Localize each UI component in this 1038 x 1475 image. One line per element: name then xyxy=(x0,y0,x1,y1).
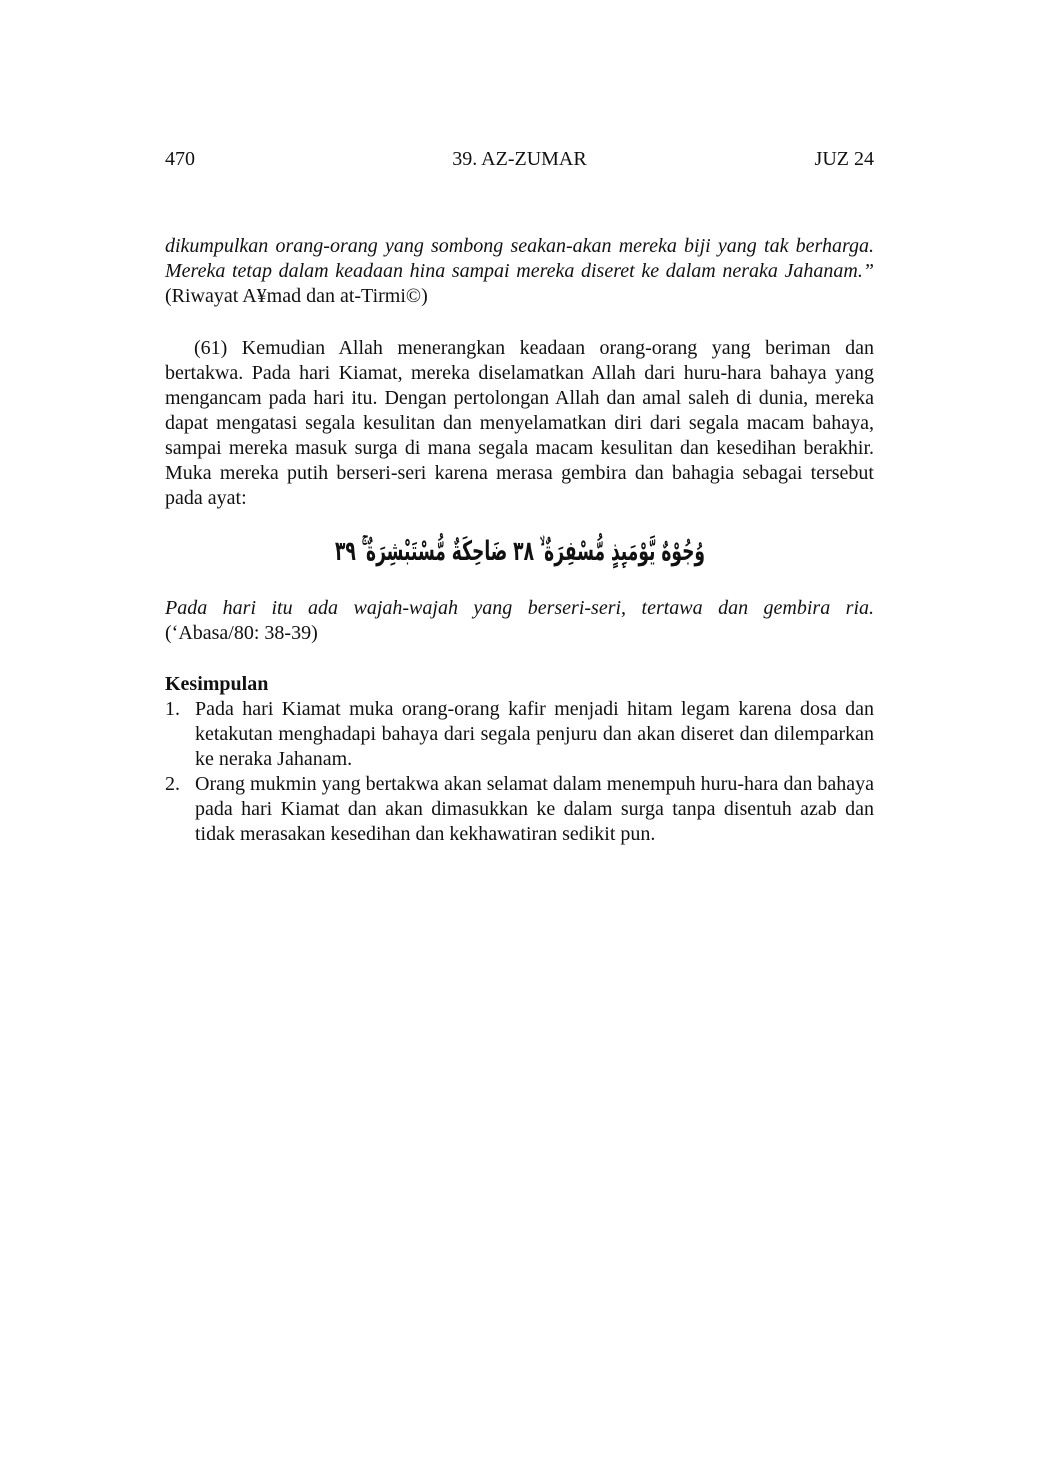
arabic-verse xyxy=(165,520,874,582)
translation-text: Pada hari itu ada wajah-wajah yang berseri-seri, tertawa dan gembira ria. xyxy=(165,597,874,619)
page-header xyxy=(165,146,874,172)
list-item-text: Pada hari Kiamat muka orang-orang kafir menjadi hitam legam karena dosa dan ketakutan menghadapi bahaya dari segala penjuru dan akan diseret dan dilemparkan ke neraka Jahanam. xyxy=(195,698,874,770)
list-item-number: 2. xyxy=(165,773,180,795)
hadith-quote xyxy=(165,234,874,309)
hadith-source: (Riwayat A¥mad dan at-Tirmi©) xyxy=(165,285,428,307)
list-item xyxy=(165,772,874,847)
paragraph-61: (61) Kemudian Allah menerangkan keadaan orang-orang yang beriman dan bertakwa. Pada hari Kiamat, mereka diselamatkan Allah dari huru-hara bahaya yang mengancam pada hari itu. Dengan pertolongan Allah dan amal saleh di dunia, mereka dapat mengatasi segala kesulitan dan menyelamatkan diri dari segala macam bahaya, sampai mereka masuk surga di mana segala macam kesulitan dan kesedihan berakhir. Muka mereka putih berseri-seri karena merasa gembira dan bahagia sebagai tersebut pada ayat: xyxy=(165,337,874,509)
list-item-text: Orang mukmin yang bertakwa akan selamat dalam menempuh huru-hara dan bahaya pada hari Kiamat dan akan dimasukkan ke dalam surga tanpa disentuh azab dan tidak merasakan kesedihan dan kekhawatiran sedikit pun. xyxy=(195,773,874,845)
translation-source: (‘Abasa/80: 38-39) xyxy=(165,622,318,644)
arabic-verse-svg xyxy=(330,520,805,580)
hadith-quote-text: dikumpulkan orang-orang yang sombong seakan-akan mereka biji yang tak berharga. Mereka tetap dalam keadaan hina sampai mereka diseret ke dalam neraka Jahanam.” xyxy=(165,235,874,282)
list-item-number: 1. xyxy=(165,698,180,720)
page-number: 470 xyxy=(165,148,195,170)
translation xyxy=(165,596,874,621)
conclusion-heading: Kesimpulan xyxy=(165,673,269,695)
conclusion-list xyxy=(165,697,874,847)
arabic-verse-text: وُجُوْهٌ يَّوْمَىِٕذٍ مُّسْفِرَةٌ ۙ ٣٨ ضَاحِكَةٌ مُّسْتَبْشِرَةٌ ۚ ٣٩ xyxy=(334,536,805,567)
juz-label: JUZ 24 xyxy=(814,148,874,170)
book-page xyxy=(165,0,874,1475)
list-item xyxy=(165,697,874,772)
surah-title: 39. AZ-ZUMAR xyxy=(452,148,587,170)
